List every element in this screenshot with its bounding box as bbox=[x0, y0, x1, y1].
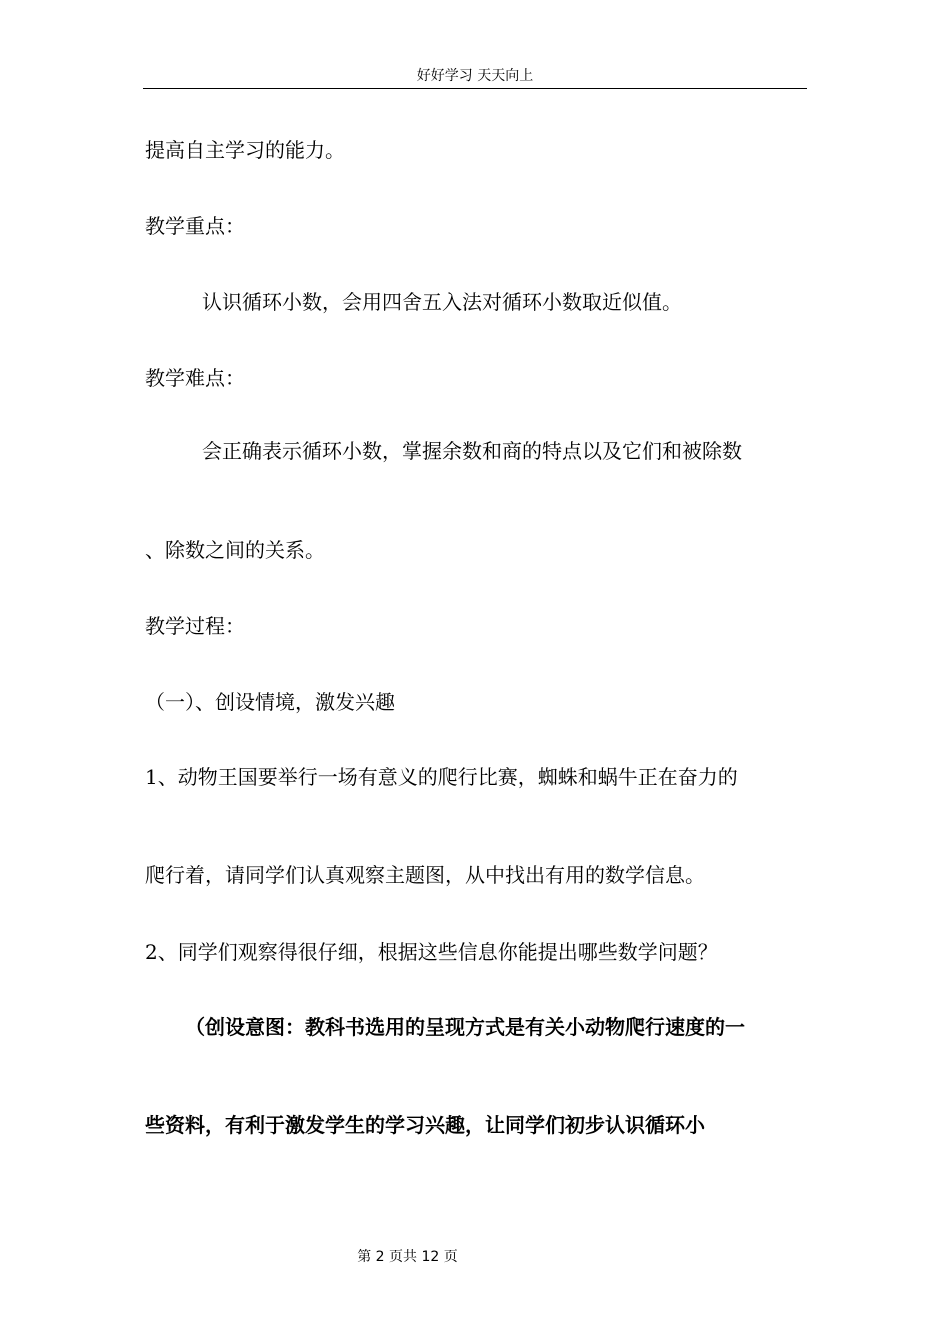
design-intent-text: （创设意图：教科书选用的呈现方式是有关小动物爬行速度的一 bbox=[185, 1015, 745, 1039]
section-heading-difficulties: 教学难点： bbox=[145, 366, 245, 390]
page-number: 第 2 页共 12 页 bbox=[357, 1249, 458, 1265]
section-heading-process: 教学过程： bbox=[145, 614, 245, 638]
text-line: 1、动物王国要举行一场有意义的爬行比赛，蜘蛛和蜗牛正在奋力的 bbox=[145, 765, 738, 789]
text-line: 认识循环小数，会用四舍五入法对循环小数取近似值。 bbox=[202, 290, 682, 314]
text-line: 提高自主学习的能力。 bbox=[145, 138, 345, 162]
subsection-heading: （一）、创设情境，激发兴趣 bbox=[145, 690, 395, 714]
page-header: 好好学习 天天向上 bbox=[416, 68, 534, 84]
text-line: 会正确表示循环小数，掌握余数和商的特点以及它们和被除数 bbox=[202, 439, 742, 463]
header-divider bbox=[143, 88, 807, 89]
section-heading-key-points: 教学重点： bbox=[145, 214, 245, 238]
text-line: 2、同学们观察得很仔细，根据这些信息你能提出哪些数学问题？ bbox=[145, 940, 718, 964]
text-line: 爬行着，请同学们认真观察主题图，从中找出有用的数学信息。 bbox=[145, 863, 705, 887]
text-line: 、除数之间的关系。 bbox=[145, 538, 325, 562]
design-intent-text: 些资料，有利于激发学生的学习兴趣，让同学们初步认识循环小 bbox=[145, 1113, 705, 1137]
